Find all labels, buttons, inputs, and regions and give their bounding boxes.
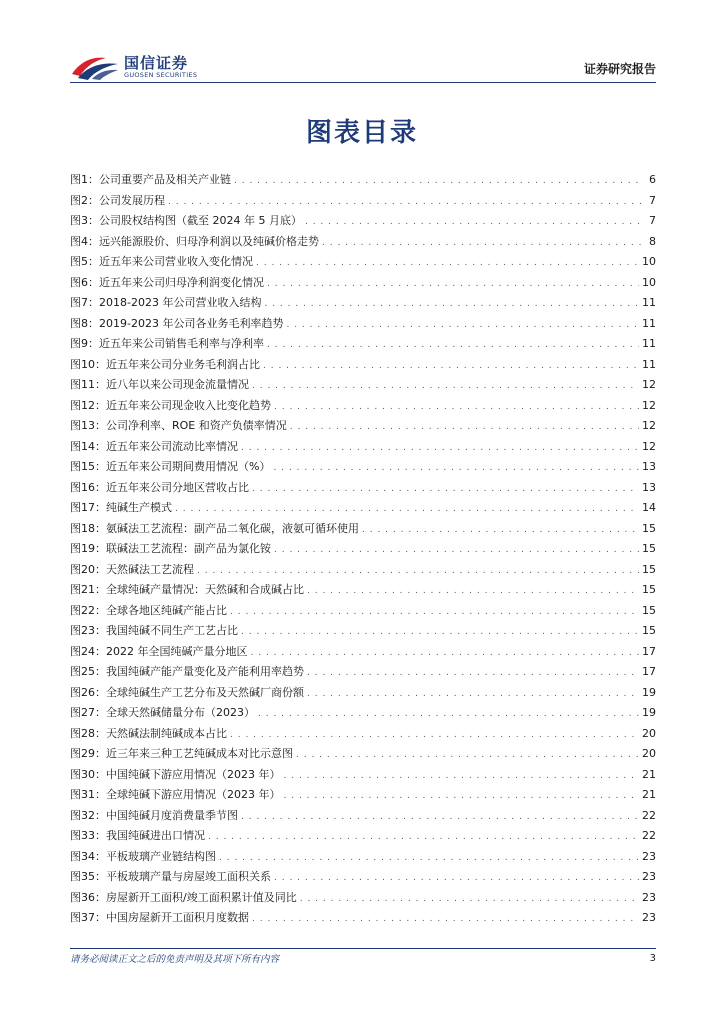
toc-entry-label: 图6：	[70, 275, 99, 289]
toc-entry-label: 图1：	[70, 173, 99, 186]
toc-entry[interactable]	[70, 252, 656, 273]
toc-entry-page: 10	[642, 275, 656, 289]
toc-leader-dots	[251, 643, 640, 664]
toc-entry[interactable]	[70, 375, 656, 396]
toc-leader-dots	[290, 417, 639, 438]
toc-entry-text[interactable]: 近五年来公司分业务毛利润占比	[106, 357, 260, 371]
toc-entry-page: 7	[649, 193, 656, 207]
toc-entry-text[interactable]: 近五年来公司流动比率情况	[106, 439, 238, 453]
toc-entry-text[interactable]: 我国纯碱产能产量变化及产能利用率趋势	[106, 665, 304, 678]
toc-entry-label: 图23：	[70, 624, 106, 637]
toc-entry[interactable]	[70, 519, 656, 540]
toc-entry[interactable]	[70, 498, 656, 519]
toc-entry[interactable]	[70, 539, 656, 560]
toc-entry-page: 7	[649, 214, 656, 227]
toc-leader-dots	[230, 725, 639, 746]
toc-entry-label: 图3：	[70, 214, 99, 227]
toc-leader-dots	[241, 438, 639, 459]
toc-leader-dots	[241, 807, 639, 828]
toc-leader-dots	[305, 212, 641, 233]
toc-entry-text[interactable]: 近五年来公司现金收入比变化趋势	[106, 398, 271, 412]
toc-entry-page: 15	[642, 583, 656, 596]
toc-leader-dots	[274, 540, 639, 561]
toc-leader-dots	[274, 868, 639, 889]
toc-entry-label: 图37：	[70, 911, 106, 924]
toc-entry-text[interactable]: 天然碱法工艺流程	[106, 562, 194, 576]
toc-leader-dots	[208, 827, 639, 848]
toc-entry-label: 图24：	[70, 644, 106, 658]
toc-entry-text[interactable]: 2019-2023 年公司各业务毛利率趋势	[99, 316, 284, 330]
toc-entry[interactable]	[70, 683, 656, 704]
toc-entry-text[interactable]: 全球纯碱下游应用情况（2023 年）	[106, 788, 281, 801]
toc-entry-page: 23	[642, 849, 656, 863]
toc-leader-dots	[267, 335, 639, 356]
toc-entry[interactable]	[70, 170, 656, 191]
toc-entry-page: 6	[649, 173, 656, 186]
toc-list	[70, 170, 656, 929]
toc-leader-dots	[252, 479, 639, 500]
page-number: 3	[649, 953, 656, 964]
toc-leader-dots	[307, 663, 639, 684]
toc-entry-label: 图36：	[70, 890, 106, 904]
toc-entry-label: 图18：	[70, 521, 106, 535]
toc-entry-page: 15	[642, 542, 656, 555]
toc-entry-text[interactable]: 近五年来公司归母净利润变化情况	[99, 275, 264, 289]
toc-entry-label: 图30：	[70, 767, 106, 781]
toc-entry-page: 11	[642, 337, 656, 350]
toc-entry[interactable]	[70, 334, 656, 355]
toc-leader-dots	[258, 704, 639, 725]
toc-entry[interactable]	[70, 826, 656, 847]
toc-entry[interactable]	[70, 806, 656, 827]
toc-entry-page: 12	[642, 419, 656, 432]
toc-entry-page: 22	[642, 829, 656, 842]
toc-entry[interactable]	[70, 560, 656, 581]
toc-entry[interactable]	[70, 580, 656, 601]
toc-entry-page: 11	[642, 296, 656, 309]
toc-entry-page: 23	[642, 870, 656, 883]
toc-leader-dots	[300, 889, 639, 910]
toc-entry-text[interactable]: 平板玻璃产业链结构图	[106, 849, 216, 863]
toc-title: 图表目录	[305, 118, 418, 148]
toc-entry-text[interactable]: 公司重要产品及相关产业链	[99, 173, 231, 186]
toc-entry-page: 14	[642, 501, 656, 514]
toc-leader-dots	[296, 745, 639, 766]
toc-leader-dots	[252, 909, 639, 930]
toc-entry-text[interactable]: 2018-2023 年公司营业收入结构	[99, 296, 262, 309]
toc-entry[interactable]	[70, 867, 656, 888]
footer-divider	[70, 948, 656, 949]
toc-entry-text[interactable]: 公司净利率、ROE 和资产负债率情况	[106, 419, 287, 432]
toc-entry[interactable]	[70, 744, 656, 765]
toc-entry-page: 11	[642, 316, 656, 330]
toc-entry[interactable]	[70, 437, 656, 458]
toc-entry-text[interactable]: 远兴能源股价、归母净利润以及纯碱价格走势	[99, 234, 319, 248]
toc-entry-page: 12	[642, 378, 656, 391]
toc-entry[interactable]	[70, 621, 656, 642]
toc-leader-dots	[263, 356, 639, 377]
toc-entry-page: 20	[642, 726, 656, 740]
toc-entry-label: 图17：	[70, 501, 106, 514]
toc-entry[interactable]	[70, 416, 656, 437]
toc-entry-page: 8	[649, 234, 656, 248]
toc-entry-label: 图28：	[70, 726, 106, 740]
toc-leader-dots	[197, 561, 639, 582]
toc-entry-label: 图33：	[70, 829, 106, 842]
toc-leader-dots	[307, 581, 639, 602]
toc-entry-label: 图19：	[70, 542, 106, 555]
company-logo	[70, 50, 230, 82]
toc-entry[interactable]	[70, 662, 656, 683]
toc-entry-text[interactable]: 中国房屋新开工面积月度数据	[106, 911, 249, 924]
toc-entry-page: 23	[642, 890, 656, 904]
logo-chinese-name: 国信证券	[124, 54, 189, 72]
toc-entry-text[interactable]: 公司发展历程	[99, 193, 165, 207]
toc-entry-label: 图29：	[70, 747, 106, 760]
toc-entry[interactable]	[70, 642, 656, 663]
toc-leader-dots	[168, 192, 641, 213]
toc-entry[interactable]	[70, 396, 656, 417]
toc-leader-dots	[230, 602, 639, 623]
toc-entry-page: 21	[642, 788, 656, 801]
page-header	[70, 50, 656, 82]
footer-disclaimer: 请务必阅读正文之后的免责声明及其项下所有内容	[70, 954, 280, 965]
toc-entry-text[interactable]: 纯碱生产模式	[106, 501, 172, 514]
toc-entry-text[interactable]: 近八年以来公司现金流量情况	[106, 378, 249, 391]
toc-leader-dots	[264, 294, 639, 315]
toc-entry-page: 15	[642, 521, 656, 535]
toc-entry[interactable]	[70, 457, 656, 478]
logo-english-name: GUOSEN SECURITIES	[124, 71, 198, 79]
toc-entry-page: 20	[642, 747, 656, 760]
toc-entry-text[interactable]: 平板玻璃产量与房屋竣工面积关系	[106, 870, 271, 883]
toc-leader-dots	[307, 684, 639, 705]
toc-entry-text[interactable]: 全球纯碱产量情况：天然碱和合成碱占比	[106, 583, 304, 596]
toc-entry-label: 图32：	[70, 808, 106, 822]
toc-leader-dots	[256, 253, 639, 274]
toc-entry-label: 图11：	[70, 378, 106, 391]
toc-entry-page: 19	[642, 706, 656, 719]
toc-entry-label: 图5：	[70, 255, 99, 268]
toc-entry[interactable]	[70, 785, 656, 806]
toc-leader-dots	[284, 766, 640, 787]
toc-entry-label: 图10：	[70, 357, 106, 371]
toc-entry-text[interactable]: 全球天然碱储量分布（2023）	[106, 706, 255, 719]
toc-entry[interactable]	[70, 724, 656, 745]
toc-entry[interactable]	[70, 847, 656, 868]
toc-entry[interactable]	[70, 293, 656, 314]
toc-leader-dots	[273, 458, 639, 479]
toc-leader-dots	[284, 786, 640, 807]
toc-leader-dots	[252, 376, 639, 397]
toc-leader-dots	[219, 848, 639, 869]
toc-entry[interactable]	[70, 703, 656, 724]
toc-entry-label: 图22：	[70, 603, 106, 617]
toc-entry-text[interactable]: 氨碱法工艺流程：副产品二氧化碳，液氨可循环使用	[106, 521, 359, 535]
toc-entry-label: 图16：	[70, 480, 106, 494]
toc-entry-label: 图7：	[70, 296, 99, 309]
toc-entry-label: 图15：	[70, 460, 106, 473]
toc-entry-text[interactable]: 公司股权结构图（截至 2024 年 5 月底）	[99, 214, 302, 227]
toc-entry-label: 图4：	[70, 234, 99, 248]
toc-entry-page: 13	[642, 460, 656, 473]
toc-entry-label: 图2：	[70, 193, 99, 207]
toc-entry-page: 21	[642, 767, 656, 781]
toc-leader-dots	[286, 315, 639, 336]
toc-entry-page: 15	[642, 624, 656, 637]
toc-entry-label: 图27：	[70, 706, 106, 719]
toc-entry[interactable]	[70, 191, 656, 212]
toc-leader-dots	[274, 397, 639, 418]
toc-entry-page: 15	[642, 562, 656, 576]
toc-entry-page: 12	[642, 439, 656, 453]
guosen-logo-icon	[70, 52, 120, 80]
toc-leader-dots	[241, 622, 639, 643]
toc-entry-page: 22	[642, 808, 656, 822]
toc-entry-page: 13	[642, 480, 656, 494]
toc-entry-text[interactable]: 近五年来公司期间费用情况（%）	[106, 460, 271, 473]
toc-entry-label: 图25：	[70, 665, 106, 678]
toc-entry[interactable]	[70, 314, 656, 335]
toc-entry-text[interactable]: 联碱法工艺流程：副产品为氯化铵	[106, 542, 271, 555]
toc-entry[interactable]	[70, 355, 656, 376]
toc-entry-text[interactable]: 我国纯碱不同生产工艺占比	[106, 624, 238, 637]
toc-leader-dots	[175, 499, 639, 520]
toc-entry-label: 图35：	[70, 870, 106, 883]
toc-entry[interactable]	[70, 888, 656, 909]
toc-entry-label: 图14：	[70, 439, 106, 453]
toc-entry[interactable]	[70, 908, 656, 929]
toc-entry-label: 图13：	[70, 419, 106, 432]
toc-leader-dots	[267, 274, 639, 295]
toc-entry-page: 15	[642, 603, 656, 617]
toc-entry-text[interactable]: 房屋新开工面积/竣工面积累计值及同比	[106, 890, 297, 904]
toc-entry-text[interactable]: 全球各地区纯碱产能占比	[106, 603, 227, 617]
toc-leader-dots	[322, 233, 641, 254]
toc-entry[interactable]	[70, 601, 656, 622]
toc-entry-text[interactable]: 我国纯碱进出口情况	[106, 829, 205, 842]
toc-entry-label: 图9：	[70, 337, 99, 350]
toc-entry-text[interactable]: 近五年来公司营业收入变化情况	[99, 255, 253, 268]
toc-leader-dots	[234, 171, 641, 192]
report-type-label: 证券研究报告	[583, 62, 656, 76]
toc-entry-page: 23	[642, 911, 656, 924]
toc-entry-text[interactable]: 天然碱法制纯碱成本占比	[106, 726, 227, 740]
toc-entry-label: 图8：	[70, 316, 99, 330]
toc-entry-text[interactable]: 中国纯碱下游应用情况（2023 年）	[106, 767, 281, 781]
toc-entry-label: 图20：	[70, 562, 106, 576]
toc-entry-text[interactable]: 中国纯碱月度消费量季节图	[106, 808, 238, 822]
toc-entry-page: 19	[642, 685, 656, 699]
toc-entry-text[interactable]: 2022 年全国纯碱产量分地区	[106, 644, 248, 658]
toc-entry-page: 10	[642, 255, 656, 268]
toc-entry-label: 图34：	[70, 849, 106, 863]
toc-entry[interactable]	[70, 211, 656, 232]
toc-leader-dots	[362, 520, 639, 541]
toc-entry[interactable]	[70, 232, 656, 253]
toc-entry-text[interactable]: 近五年来公司销售毛利率与净利率	[99, 337, 264, 350]
toc-entry[interactable]	[70, 273, 656, 294]
toc-entry-label: 图26：	[70, 685, 106, 699]
toc-entry-text[interactable]: 近五年来公司分地区营收占比	[106, 480, 249, 494]
toc-entry[interactable]	[70, 478, 656, 499]
toc-entry-label: 图12：	[70, 398, 106, 412]
toc-entry-page: 17	[642, 665, 656, 678]
toc-entry-text[interactable]: 全球纯碱生产工艺分布及天然碱厂商份额	[106, 685, 304, 699]
toc-entry[interactable]	[70, 765, 656, 786]
toc-entry-label: 图31：	[70, 788, 106, 801]
header-divider	[70, 82, 656, 83]
toc-entry-text[interactable]: 近三年来三种工艺纯碱成本对比示意图	[106, 747, 293, 760]
toc-entry-label: 图21：	[70, 583, 106, 596]
toc-entry-page: 17	[642, 644, 656, 658]
toc-entry-page: 11	[642, 357, 656, 371]
toc-entry-page: 12	[642, 398, 656, 412]
